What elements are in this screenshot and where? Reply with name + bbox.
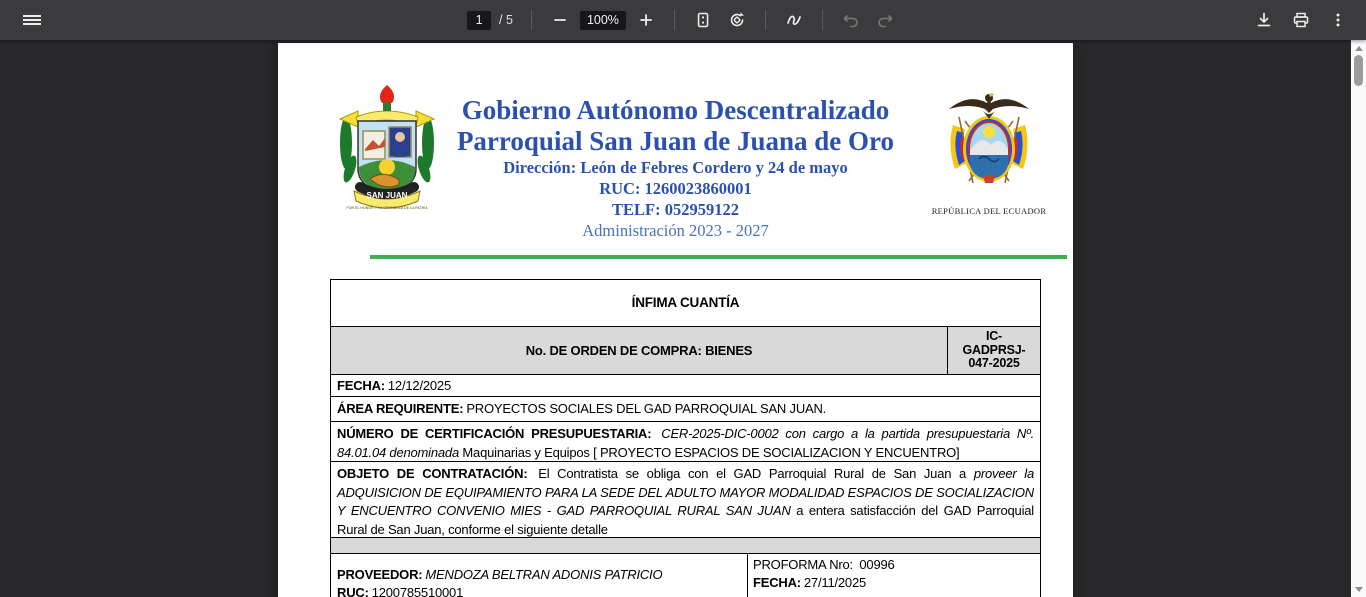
print-icon — [1292, 11, 1310, 29]
undo-button[interactable] — [837, 6, 865, 34]
certificacion-rest: Maquinarias y Equipos [ PROYECTO ESPACIOS DE SOCIALIZACION Y ENCUENTRO] — [462, 445, 960, 460]
org-administration: Administración 2023 - 2027 — [582, 221, 769, 240]
menu-button[interactable] — [18, 6, 46, 34]
proforma-cell — [748, 554, 1040, 597]
toolbar-divider — [531, 10, 532, 30]
toolbar-divider — [765, 10, 766, 30]
green-divider-rule — [370, 255, 1067, 259]
fecha-row — [331, 375, 1040, 397]
annotate-pen-icon — [784, 11, 804, 29]
org-address: Dirección: León de Febres Cordero y 24 de mayo — [503, 158, 848, 177]
more-options-button[interactable] — [1324, 6, 1352, 34]
area-label: ÁREA REQUIRENTE: — [337, 401, 464, 416]
fecha-value: 12/12/2025 — [387, 378, 451, 393]
toolbar-divider — [674, 10, 675, 30]
certificacion-code: CER-2025-DIC-0002 con cargo a la partida presupuestaria Nº. 84.01.04 denominada — [337, 426, 1034, 460]
org-ruc: RUC: 1260023860001 — [599, 179, 752, 198]
scroll-up-arrow[interactable] — [1351, 41, 1366, 55]
pdf-toolbar — [0, 0, 1366, 40]
proveedor-name: MENDOZA BELTRAN ADONIS PATRICIO — [425, 567, 663, 582]
proforma-fecha-label: FECHA: — [753, 575, 801, 590]
objeto-text-b: a entera satisfacción del GAD Parroquial Rural de San Juan, conforme el siguiente detalle — [337, 503, 1034, 538]
proveedor-cell — [331, 554, 748, 597]
table-title-row — [331, 280, 1040, 327]
pdf-page — [278, 43, 1073, 597]
rotate-button[interactable] — [723, 6, 751, 34]
redo-icon — [876, 12, 894, 28]
order-code-line2: GADPRSJ- — [962, 342, 1026, 357]
proveedor-ruc-value: 1200785510001 — [371, 585, 464, 597]
separator-row — [331, 538, 1040, 554]
zoom-out-icon — [552, 12, 568, 28]
undo-icon — [842, 12, 860, 28]
proforma-label: PROFORMA Nro: — [753, 557, 853, 572]
org-name-line1: Gobierno Autónomo Descentralizado — [461, 95, 890, 125]
hamburger-icon — [23, 13, 41, 27]
objeto-text-a: El Contratista se obliga con el GAD Parroquial Rural de San Juan a — [538, 466, 967, 481]
objeto-text-italic: proveer la ADQUISICION DE EQUIPAMIENTO PARA LA SEDE DEL ADULTO MAYOR MODALIDAD ESPACIOS DE SOCIALIZACION Y ENCUENTRO CONVENIO MIES - GAD PARROQUIAL RURAL SAN JUAN — [337, 466, 1035, 519]
ecuador-emblem-block — [930, 87, 1048, 216]
proforma-fecha-value: 27/11/2025 — [803, 575, 867, 590]
annotate-button[interactable] — [780, 6, 808, 34]
zoom-in-icon — [638, 12, 654, 28]
order-code-line1: IC- — [985, 329, 1003, 344]
crest-motto-text: POR EL HONOR Y LA GRANDEZA DE LA PATRIA — [346, 206, 428, 210]
scrollbar-thumb[interactable] — [1354, 55, 1363, 86]
zoom-out-button[interactable] — [546, 6, 574, 34]
crest-title-text: SAN JUAN — [366, 191, 408, 200]
fecha-label: FECHA: — [337, 378, 385, 393]
certificacion-row — [331, 422, 1040, 462]
scroll-down-arrow[interactable] — [1351, 582, 1366, 596]
zoom-in-button[interactable] — [632, 6, 660, 34]
area-value: PROYECTOS SOCIALES DEL GAD PARROQUIAL SAN JUAN. — [466, 401, 827, 416]
toolbar-divider — [822, 10, 823, 30]
order-code-line3: 047-2025 — [968, 356, 1020, 371]
proveedor-row — [331, 554, 1040, 597]
download-button[interactable] — [1250, 6, 1278, 34]
org-telf: TELF: 052959122 — [612, 200, 739, 219]
purchase-order-table — [330, 279, 1041, 597]
proveedor-label: PROVEEDOR: — [337, 567, 423, 582]
order-label: No. DE ORDEN DE COMPRA: BIENES — [525, 342, 753, 358]
infima-cuantia-title: ÍNFIMA CUANTÍA — [631, 295, 740, 310]
republic-caption: REPÚBLICA DEL ECUADOR — [931, 206, 1047, 216]
area-requirente-row — [331, 397, 1040, 422]
objeto-contratacion-row — [331, 462, 1040, 538]
page-count-label: / 5 — [499, 13, 513, 27]
proforma-value: 00996 — [859, 557, 895, 572]
print-button[interactable] — [1287, 6, 1315, 34]
toolbar-center-controls — [467, 0, 899, 40]
toolbar-right-controls — [1250, 6, 1352, 34]
order-label-cell — [331, 327, 948, 374]
certificacion-label: NÚMERO DE CERTIFICACIÓN PRESUPUESTARIA: — [337, 426, 652, 441]
zoom-level-input[interactable] — [580, 11, 626, 30]
redo-button[interactable] — [871, 6, 899, 34]
proveedor-ruc-label: RUC: — [337, 585, 369, 597]
fit-page-icon — [694, 11, 712, 29]
more-options-icon — [1329, 11, 1347, 29]
org-name-line2: Parroquial San Juan de Juana de Oro — [456, 126, 895, 156]
order-number-row — [331, 327, 1040, 375]
ecuador-coat-of-arms — [939, 87, 1039, 199]
page-number-input[interactable] — [467, 11, 491, 30]
fit-page-button[interactable] — [689, 6, 717, 34]
order-code-cell — [948, 327, 1040, 374]
download-icon — [1255, 11, 1273, 29]
rotate-icon — [728, 11, 746, 29]
vertical-scrollbar[interactable] — [1351, 40, 1366, 597]
objeto-label: OBJETO DE CONTRATACIÓN: — [337, 466, 528, 481]
